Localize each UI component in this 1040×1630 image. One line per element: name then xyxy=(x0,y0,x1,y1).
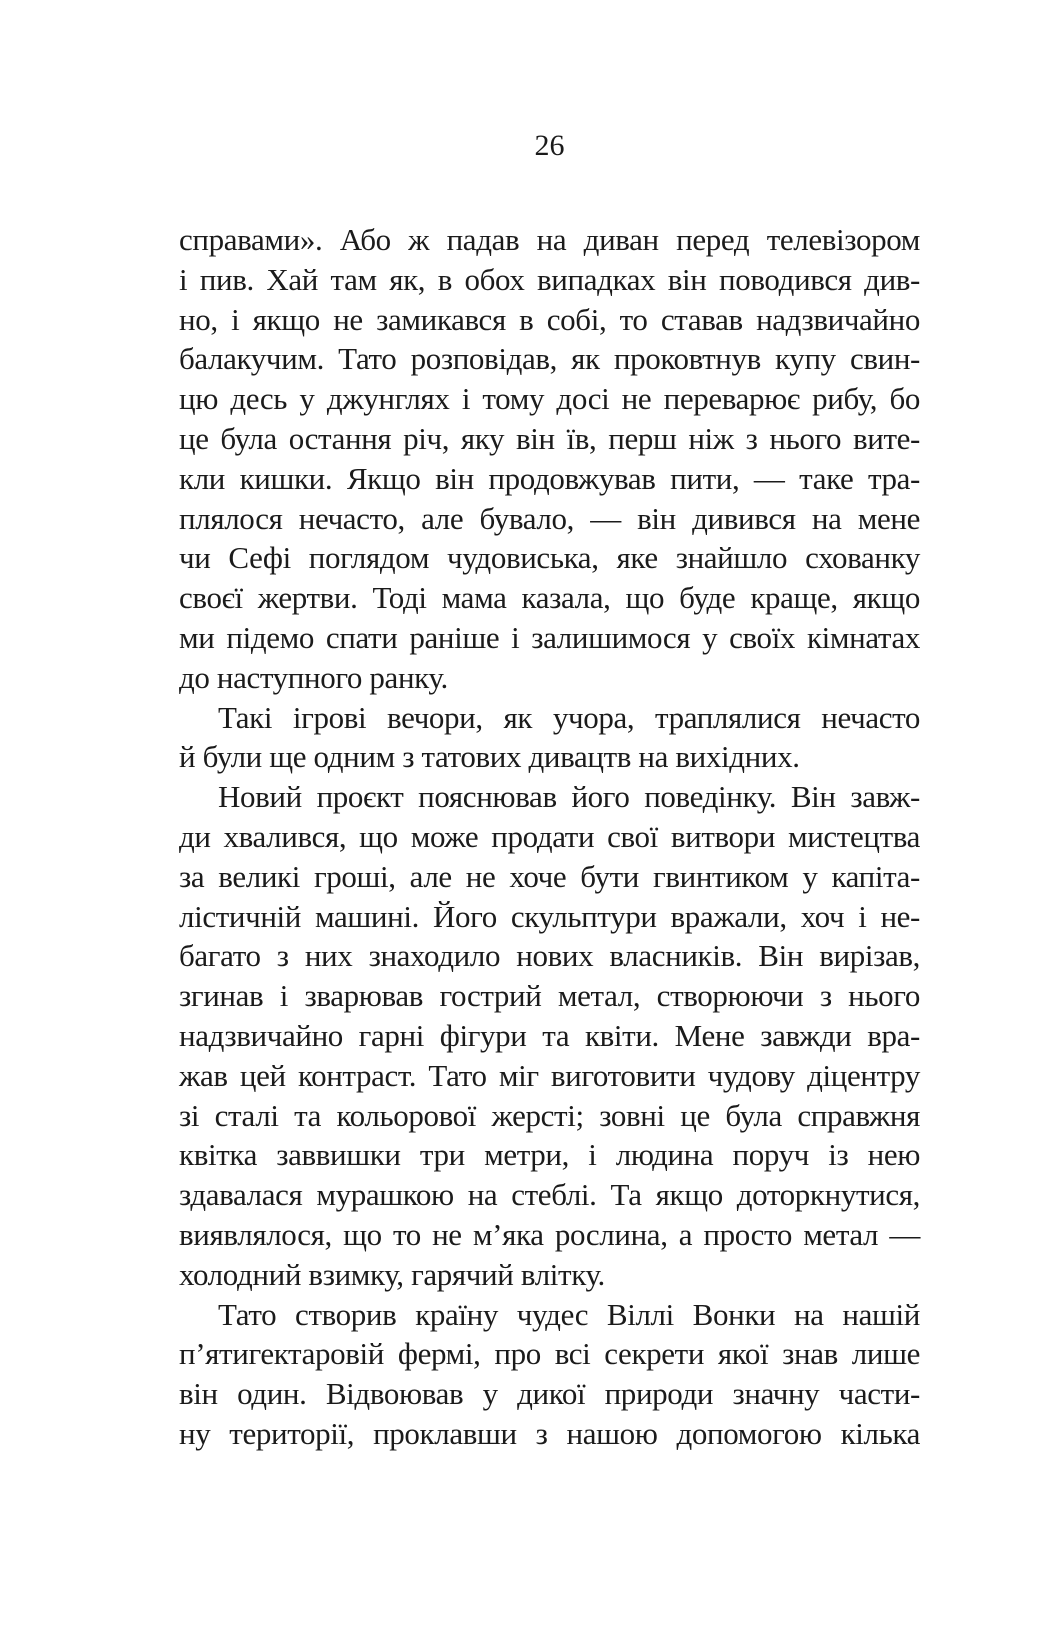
text-line: це була остання річ, яку він їв, перш ніж з нього вите- xyxy=(179,420,920,456)
text-line: справами». Або ж падав на диван перед телевізором xyxy=(179,222,920,257)
text-line: до наступного ранку. xyxy=(179,659,448,695)
text-line: жав цей контраст. Тато міг виготовити чудову діцентру xyxy=(179,1057,920,1093)
text-line: здавалася мурашкою на стеблі. Та якщо доторкнутися, xyxy=(179,1177,920,1213)
paragraph xyxy=(179,1295,920,1454)
body-text xyxy=(179,220,920,1454)
text-line: за великі гроші, але не хоче бути гвинтиком у капіта- xyxy=(179,858,920,894)
paragraph xyxy=(179,698,920,778)
text-line: і пив. Хай там як, в обох випадках він поводився див- xyxy=(179,261,920,297)
text-line: Новий проєкт пояснював його поведінку. Він завж- xyxy=(218,779,920,815)
text-line: лістичній машині. Його скульптури вражали, хоч і не- xyxy=(179,898,920,934)
text-line: ди хвалився, що може продати свої витвори мистецтва xyxy=(179,818,920,854)
text-line: балакучим. Тато розповідав, як проковтнув купу свин- xyxy=(179,341,920,377)
page-number: 26 xyxy=(534,129,565,162)
text-line: й були ще одним з татових дивацтв на вихідних. xyxy=(179,739,800,775)
text-line: цю десь у джунглях і тому досі не переварює рибу, бо xyxy=(179,381,920,417)
text-line: п’ятигектаровій фермі, про всі секрети якої знав лише xyxy=(179,1336,920,1372)
text-line: кли кишки. Якщо він продовжував пити, — таке тра- xyxy=(179,460,920,496)
text-line: виявлялося, що то не м’яка рослина, а просто метал — xyxy=(179,1216,920,1252)
text-line: холодний взимку, гарячий влітку. xyxy=(179,1256,605,1292)
text-line: Тато створив країну чудес Віллі Вонки на нашій xyxy=(218,1296,920,1332)
text-line: згинав і зварював гострий метал, створюючи з нього xyxy=(179,978,920,1014)
text-line: но, і якщо не замикався в собі, то ставав надзвичайно xyxy=(179,301,920,337)
paragraph xyxy=(179,220,920,698)
text-line: своєї жертви. Тоді мама казала, що буде краще, якщо xyxy=(179,580,920,616)
text-line: ну території, проклавши з нашою допомогою кілька xyxy=(179,1415,920,1451)
text-line: він один. Відвоював у дикої природи значну части- xyxy=(179,1376,920,1412)
text-line: багато з них знаходило нових власників. Він вирізав, xyxy=(179,938,920,974)
text-line: ми підемо спати раніше і залишимося у своїх кімнатах xyxy=(179,619,920,655)
text-line: зі сталі та кольорової жерсті; зовні це була справжня xyxy=(179,1097,920,1133)
paragraph xyxy=(179,777,920,1294)
text-line: чи Сефі поглядом чудовиська, яке знайшло схованку xyxy=(179,540,920,576)
text-line: квітка заввишки три метри, і людина поруч із нею xyxy=(179,1137,920,1173)
text-line: плялося нечасто, але бувало, — він дивився на мене xyxy=(179,500,920,536)
text-line: надзвичайно гарні фігури та квіти. Мене завжди вра- xyxy=(179,1017,920,1053)
text-line: Такі ігрові вечори, як учора, траплялися нечасто xyxy=(218,699,920,735)
